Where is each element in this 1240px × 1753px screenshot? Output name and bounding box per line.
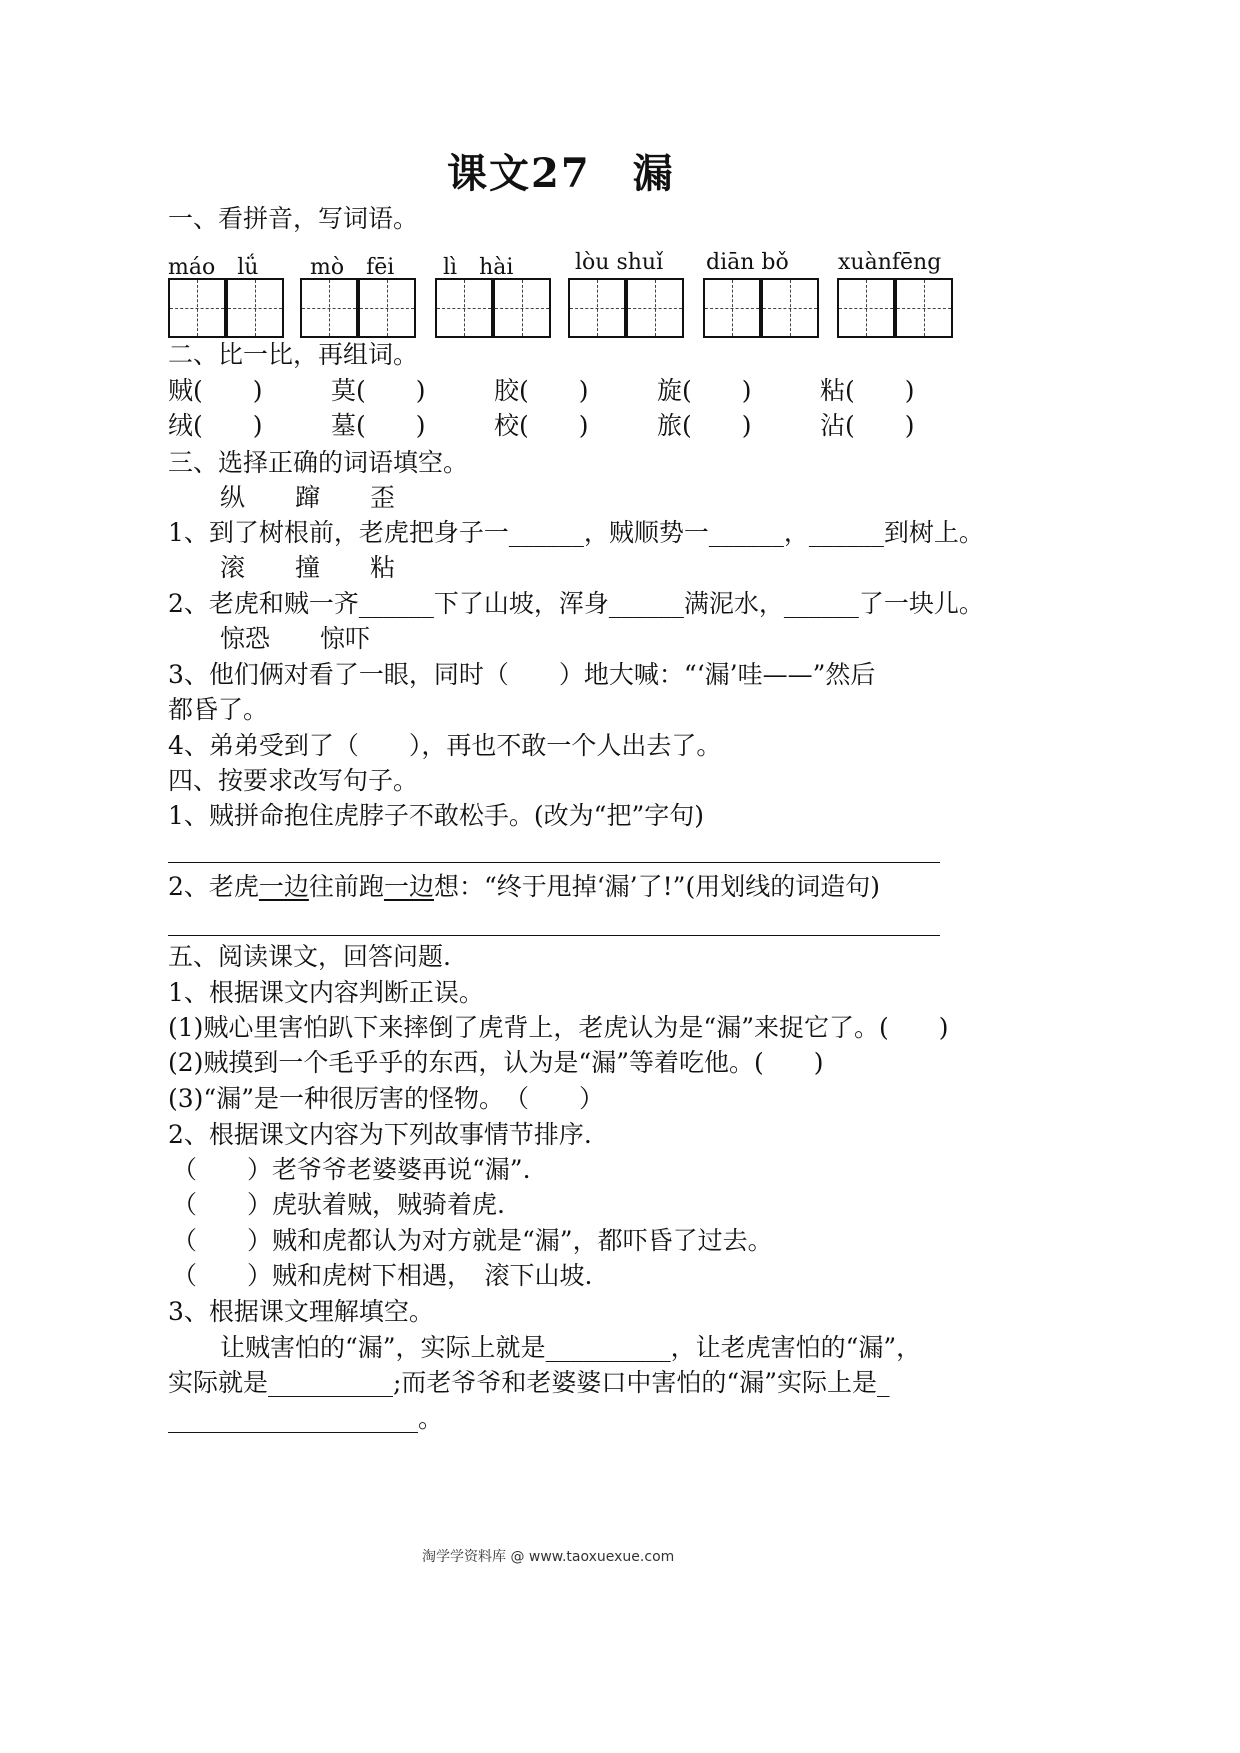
- pinyin-3: lì hài: [443, 255, 514, 280]
- compare-item: 旅( ): [657, 411, 752, 440]
- writing-box[interactable]: [895, 278, 953, 338]
- compare-item: 胶( ): [494, 376, 589, 405]
- section-5-heading: 五、阅读课文，回答问题.: [168, 942, 451, 971]
- writing-box[interactable]: [493, 278, 551, 338]
- word-choices-3: 惊恐 惊吓: [220, 624, 371, 653]
- writing-box[interactable]: [703, 278, 761, 338]
- fill-question-4: 4、弟弟受到了（ ），再也不敢一个人出去了。: [168, 731, 722, 760]
- page-title: 课文27 漏: [447, 150, 675, 197]
- writing-box[interactable]: [300, 278, 358, 338]
- writing-box[interactable]: [568, 278, 626, 338]
- compare-item: 校( ): [494, 411, 589, 440]
- underlined-word: 一边: [383, 872, 434, 901]
- rewrite-q2-mid: 往前跑: [308, 872, 384, 901]
- reading-part-2: 2、根据课文内容为下列故事情节排序.: [168, 1120, 592, 1149]
- order-item-1: （ ）老爷爷老婆婆再说“漏”.: [172, 1155, 531, 1184]
- pinyin-2: mò fēi: [310, 255, 395, 280]
- compare-item: 粘( ): [820, 376, 915, 405]
- answer-line[interactable]: [168, 862, 940, 863]
- order-item-2: （ ）虎驮着贼，贼骑着虎.: [172, 1190, 505, 1219]
- writing-box[interactable]: [226, 278, 284, 338]
- judge-item-1: (1)贼心里害怕趴下来摔倒了虎背上，老虎认为是“漏”来捉它了。( ): [168, 1013, 949, 1042]
- answer-line[interactable]: [168, 935, 940, 936]
- fill-sentence-1: 让贼害怕的“漏”，实际上就是__________，让老虎害怕的“漏”，: [220, 1333, 922, 1362]
- pinyin-1: máo lǘ: [168, 255, 259, 280]
- compare-item: 绒( ): [168, 411, 263, 440]
- reading-part-1: 1、根据课文内容判断正误。: [168, 978, 484, 1007]
- pinyin-4: lòu shuǐ: [575, 250, 664, 275]
- judge-item-3: (3)“漏”是一种很厉害的怪物。 （ ）: [168, 1084, 604, 1113]
- compare-item: 沾( ): [820, 411, 915, 440]
- pinyin-5: diān bǒ: [706, 250, 789, 275]
- judge-item-2: (2)贼摸到一个毛乎乎的东西，认为是“漏”等着吃他。( ): [168, 1048, 824, 1077]
- reading-part-3: 3、根据课文理解填空。: [168, 1297, 434, 1326]
- rewrite-q2-post: 想：“终于甩掉‘漏’了!”(用划线的词造句): [433, 872, 880, 901]
- writing-box[interactable]: [168, 278, 226, 338]
- fill-question-1: 1、到了树根前，老虎把身子一______，贼顺势一______，______到树上。: [168, 518, 984, 547]
- writing-box[interactable]: [837, 278, 895, 338]
- fill-sentence-2: 实际就是__________;而老爷爷和老婆婆口中害怕的“漏”实际上是_: [168, 1368, 890, 1397]
- compare-item: 旋( ): [657, 376, 752, 405]
- compare-item: 墓( ): [331, 411, 426, 440]
- word-choices-1: 纵 蹿 歪: [220, 483, 396, 512]
- underlined-word: 一边: [258, 872, 309, 901]
- pinyin-6: xuànfēng: [838, 250, 942, 275]
- writing-box[interactable]: [358, 278, 416, 338]
- fill-sentence-3: ____________________。: [168, 1404, 444, 1433]
- writing-box[interactable]: [626, 278, 684, 338]
- compare-item: 莫( ): [331, 376, 426, 405]
- rewrite-question-1: 1、贼拼命抱住虎脖子不敢松手。(改为“把”字句): [168, 801, 704, 830]
- fill-question-3: 3、他们俩对看了一眼，同时（ ）地大喊：“‘漏’哇——”然后: [168, 660, 876, 689]
- section-1-heading: 一、看拼音，写词语。: [168, 204, 419, 233]
- fill-question-3-cont: 都昏了。: [168, 695, 269, 724]
- word-choices-2: 滚 撞 粘: [220, 553, 396, 582]
- writing-box[interactable]: [435, 278, 493, 338]
- fill-question-2: 2、老虎和贼一齐______下了山坡，浑身______满泥水，______了一块儿。: [168, 589, 984, 618]
- footer-watermark: 淘学学资料库 @ www.taoxuexue.com: [422, 1549, 675, 1565]
- order-item-4: （ ）贼和虎树下相遇， 滚下山坡.: [172, 1261, 593, 1290]
- section-4-heading: 四、按要求改写句子。: [168, 766, 419, 795]
- order-item-3: （ ）贼和虎都认为对方就是“漏”，都吓昏了过去。: [172, 1226, 773, 1255]
- compare-item: 贼( ): [168, 376, 263, 405]
- rewrite-question-2: [168, 872, 880, 902]
- rewrite-q2-pre: 2、老虎: [168, 872, 259, 901]
- writing-box[interactable]: [761, 278, 819, 338]
- section-3-heading: 三、选择正确的词语填空。: [168, 448, 469, 477]
- section-2-heading: 二、比一比，再组词。: [168, 340, 419, 369]
